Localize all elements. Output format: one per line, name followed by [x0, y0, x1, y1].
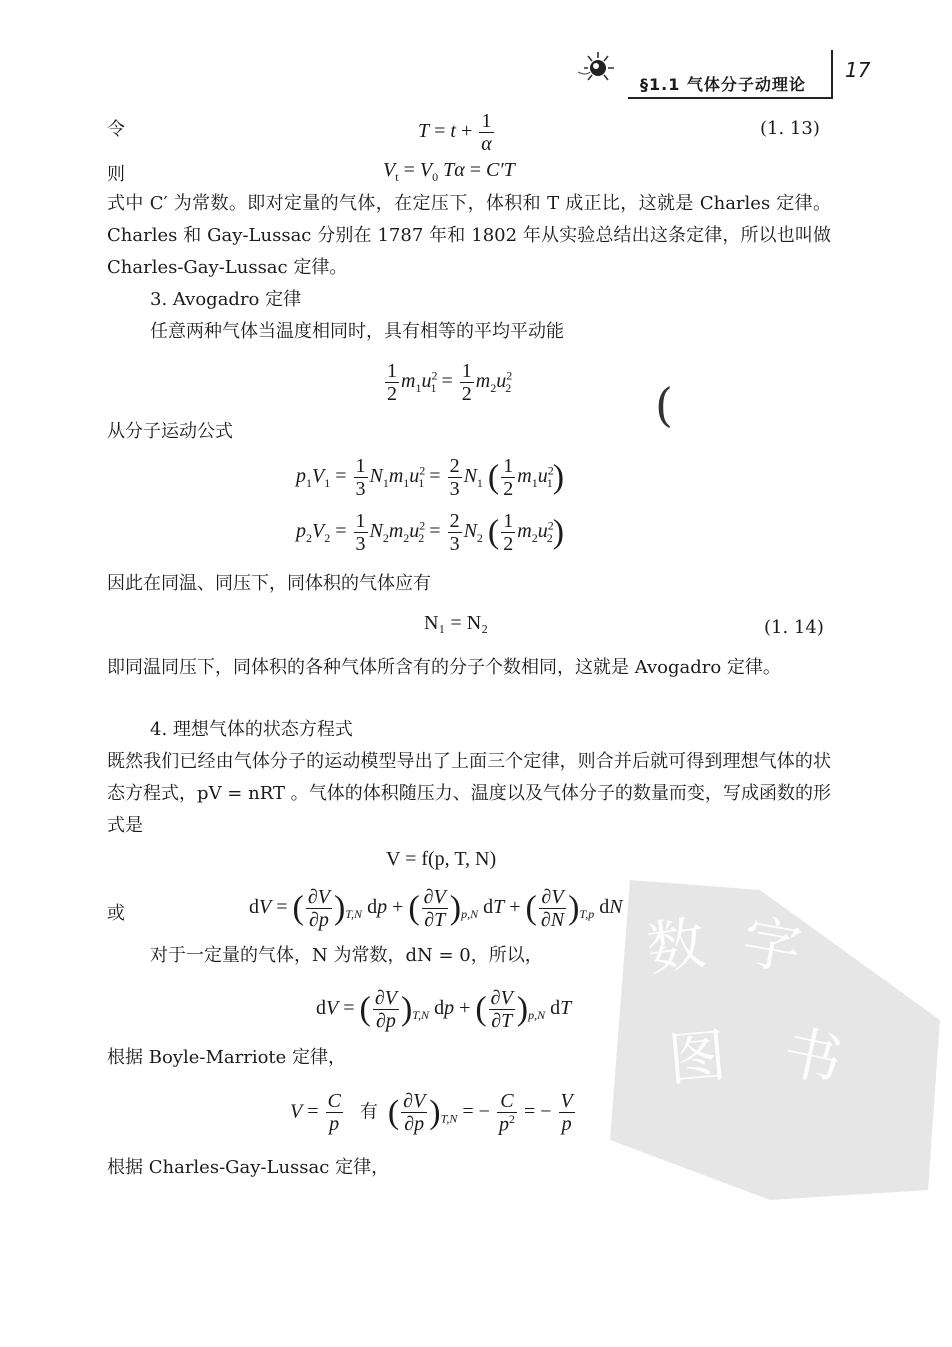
- page-number: 17: [845, 58, 871, 82]
- equation-number-1-13: (1. 13): [760, 118, 820, 139]
- boyle-connector: 有: [359, 1101, 378, 1123]
- paragraph-same-conditions: 因此在同温、同压下，同体积的气体应有: [107, 573, 431, 594]
- ornament-logo-icon: [574, 46, 622, 86]
- paragraph-charles-law: 式中 C′ 为常数。即对定量的气体，在定压下，体积和 T 成正比，这就是 Charles 定律。Charles 和 Gay-Lussac 分别在 1787 年和 1802 年从实验总结出这条定律，所以也叫做 Charles-Gay-Lussac 定律。: [107, 193, 831, 278]
- svg-text:书: 书: [777, 1017, 848, 1096]
- margin-bracket-mark: (: [655, 378, 673, 432]
- heading-ideal-gas: 4. 理想气体的状态方程式: [150, 719, 353, 740]
- paragraph-kinetic-energy: 任意两种气体当温度相同时，具有相等的平均平动能: [150, 321, 564, 342]
- paragraph-constant-n: 对于一定量的气体，N 为常数，dN = 0，所以，: [150, 945, 543, 966]
- library-watermark-seal: [610, 880, 940, 1200]
- equation-p1v1: $p_1V_1$ = $\frac{1}{3}$ $N_1m_1u^2_1$ = $\frac{2}{3}$ $N_1$ ( $\frac{1}{2}$ $m_1u^2_1$): [296, 455, 565, 500]
- heading-avogadro: 3. Avogadro 定律: [150, 289, 302, 310]
- svg-text:数: 数: [642, 908, 710, 984]
- equation-p2v2: $p_2V_2$ = $\frac{1}{3}$ $N_2m_2u^2_2$ = $\frac{2}{3}$ $N_2$ ( $\frac{1}{2}$ $m_2u^2_2$): [296, 510, 565, 555]
- equation-reduced-differential: dV = ( $\frac{\partial V}{\partial p}$ )$_{T,N}$ dp + ( $\frac{\partial V}{\partial T}$ )$_{p,N}$ dT: [316, 987, 572, 1032]
- equation-number-1-14: (1. 14): [764, 617, 824, 638]
- equation-equal-kinetic-energy: $\frac{1}{2}$ $m_1u^2_1$ = $\frac{1}{2}$ $m_2u^2_2$: [387, 360, 513, 405]
- lead-or: 或: [107, 903, 125, 924]
- svg-text:图: 图: [665, 1021, 730, 1094]
- equation-boyle: V = $\frac{C}{p}$ 有 ( $\frac{\partial V}{\partial p}$ )$_{T,N}$ = − $\frac{C}{p^2}$ = − $\frac{V}{p}$: [290, 1090, 573, 1136]
- svg-text:字: 字: [737, 906, 807, 984]
- running-header: §1.1 气体分子动理论: [640, 75, 806, 94]
- header-rule-horizontal: [628, 97, 833, 99]
- equation-1-14: N₁ = N₂: [424, 612, 489, 634]
- eq1-lead: 令: [107, 119, 125, 140]
- equation-1-13: T = t + $\frac{1}{\alpha}$: [418, 110, 492, 155]
- paragraph-kinetic-formula: 从分子运动公式: [107, 421, 233, 442]
- paragraph-charles-gay-lussac: 根据 Charles-Gay-Lussac 定律，: [107, 1157, 390, 1178]
- equation-v-function: V = f(p, T, N): [386, 848, 497, 870]
- header-rule-vertical: [831, 50, 833, 98]
- eq2-lead: 则: [107, 164, 125, 185]
- paragraph-ideal-gas: 既然我们已经由气体分子的运动模型导出了上面三个定律，则合并后就可得到理想气体的状态方程式，pV = nRT 。气体的体积随压力、温度以及气体分子的数量而变，写成函数的形式是: [107, 751, 831, 836]
- paragraph-avogadro-conclusion: 即同温同压下，同体积的各种气体所含有的分子个数相同，这就是 Avogadro 定律。: [107, 657, 781, 678]
- equation-charles: $V_t = V_0$ Tα = C′T: [383, 159, 515, 184]
- paragraph-boyle: 根据 Boyle-Marriote 定律，: [107, 1047, 347, 1068]
- equation-total-differential: dV = ( $\frac{\partial V}{\partial p}$ )$_{T,N}$ dp + ( $\frac{\partial V}{\partial T}$ )$_{p,N}$ dT + ( $\frac{\partial V}{\partial N}$ )$_{T,p}$ dN: [249, 886, 623, 931]
